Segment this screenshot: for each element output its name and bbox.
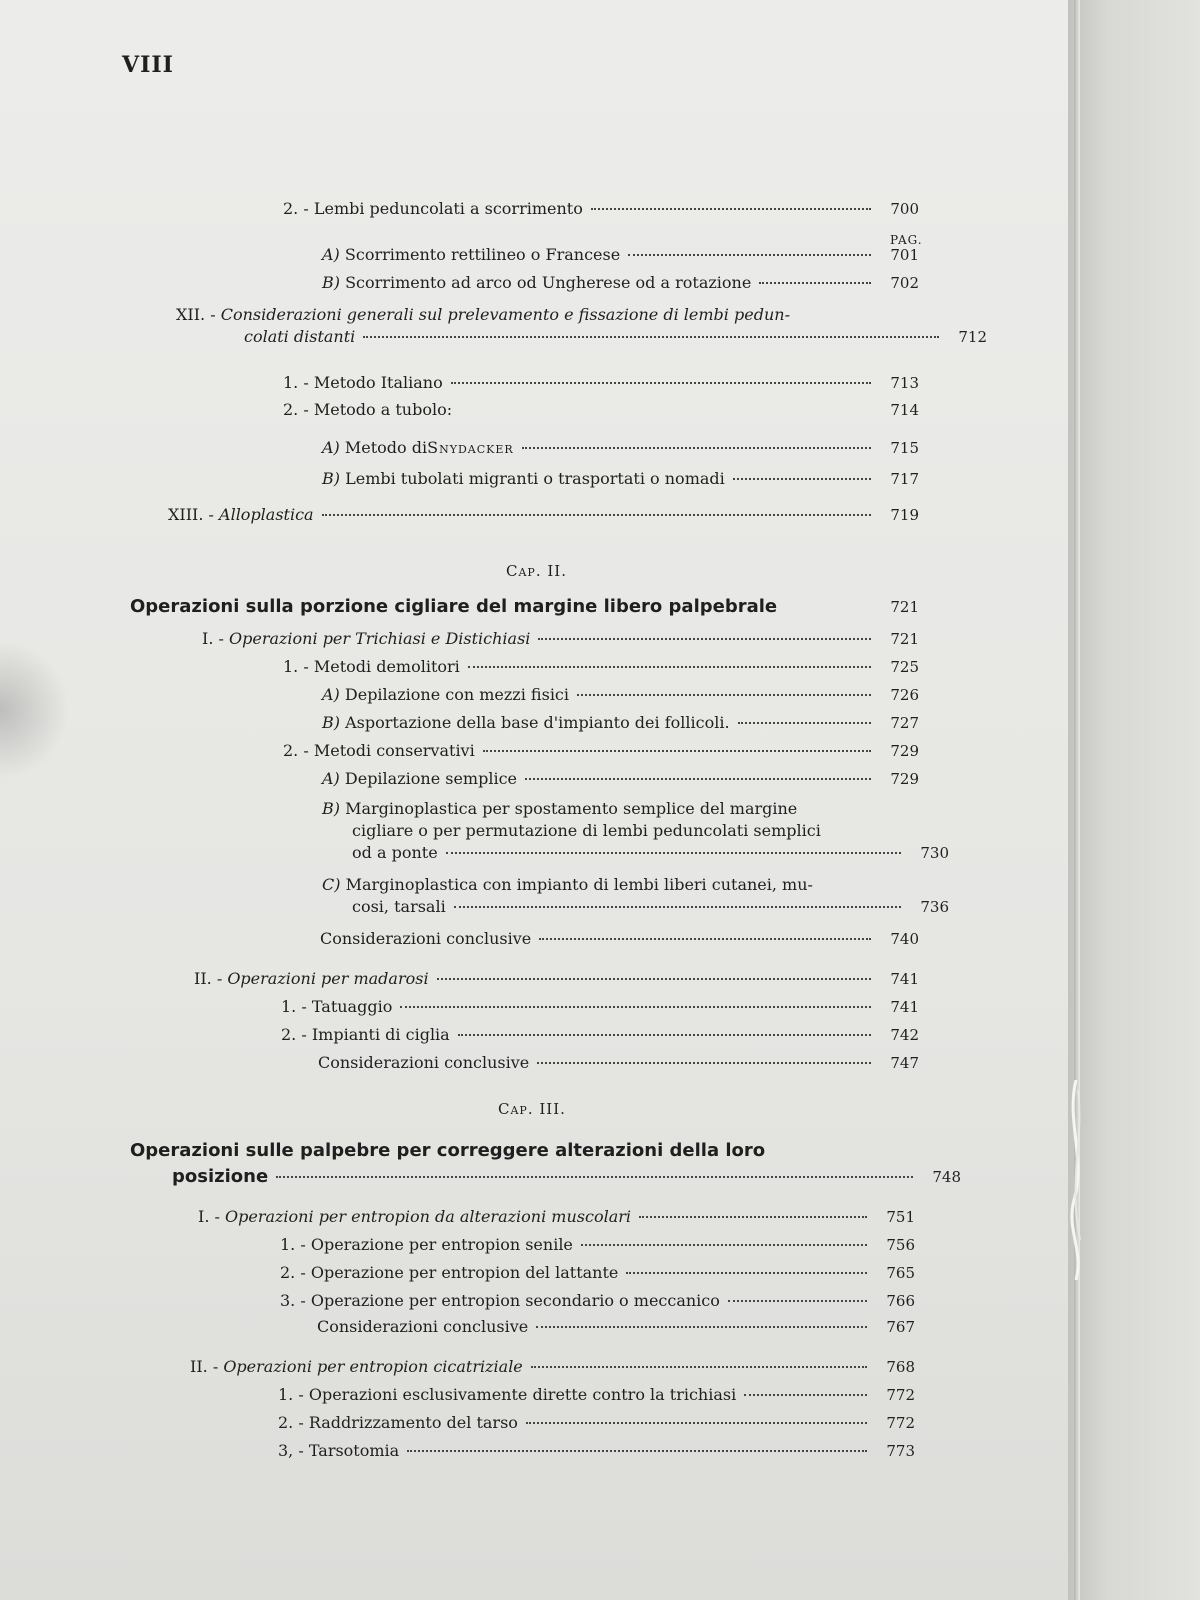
toc-entry: 2. - Lembi peduncolati a scorrimento 700: [283, 199, 919, 218]
toc-entry: 1. - Operazione per entropion senile 756: [280, 1235, 915, 1254]
toc-entry: Considerazioni conclusive 747: [318, 1053, 919, 1072]
toc-entry: A) Depilazione con mezzi fisici 726: [322, 685, 919, 704]
toc-entry: B) Asportazione della base d'impianto dei follicoli. 727: [322, 713, 919, 732]
toc-entry: A) Metodo di Snydacker 715: [322, 438, 919, 457]
toc-entry: 1. - Operazioni esclusivamente dirette contro la trichiasi 772: [278, 1385, 915, 1404]
book-spine: [1074, 0, 1080, 1600]
chapter-label: Cap. III.: [498, 1100, 566, 1118]
binding-thread: [1062, 1080, 1092, 1280]
chapter-heading: Operazioni sulla porzione cigliare del margine libero palpebrale 721: [130, 596, 919, 617]
toc-entry: 2. - Metodi conservativi 729: [283, 741, 919, 760]
toc-entry: 3. - Operazione per entropion secondario o meccanico 766: [280, 1291, 915, 1310]
toc-entry: 3, - Tarsotomia 773: [278, 1441, 915, 1460]
toc-entry: I. - Operazioni per Trichiasi e Distichiasi 721: [202, 629, 919, 648]
toc-entry: 2. - Metodo a tubolo: 714: [283, 400, 919, 419]
toc-entry: 2. - Raddrizzamento del tarso 772: [278, 1413, 915, 1432]
toc-entry: II. - Operazioni per entropion cicatriziale 768: [190, 1357, 915, 1376]
toc-entry: B) Lembi tubolati migranti o trasportati o nomadi 717: [322, 469, 919, 488]
toc-entry: XII. - Considerazioni generali sul prelevamento e fissazione di lembi pedun- colati distanti 712: [176, 305, 987, 346]
toc-entry: Considerazioni conclusive 767: [317, 1317, 915, 1336]
toc-entry: B) Scorrimento ad arco od Ungherese od a rotazione 702: [322, 273, 919, 292]
chapter-heading: Operazioni sulle palpebre per correggere alterazioni della loro posizione 748: [130, 1140, 961, 1187]
toc-entry: B) Marginoplastica per spostamento semplice del margine cigliare o per permutazione di lembi peduncolati semplici od a ponte 730: [322, 799, 949, 862]
toc-entry: Considerazioni conclusive 740: [320, 929, 919, 948]
toc-entry: A) Scorrimento rettilineo o Francese 701: [322, 245, 919, 264]
toc-entry: II. - Operazioni per madarosi 741: [194, 969, 919, 988]
toc-entry: 1. - Metodo Italiano 713: [283, 373, 919, 392]
page-number: VIII: [122, 52, 174, 78]
toc-entry: 1. - Tatuaggio 741: [281, 997, 919, 1016]
pag-column-label: PAG.: [890, 233, 923, 247]
chapter-label: Cap. II.: [506, 562, 567, 580]
toc-entry: 2. - Operazione per entropion del lattante 765: [280, 1263, 915, 1282]
toc-entry: A) Depilazione semplice 729: [322, 769, 919, 788]
toc-entry: C) Marginoplastica con impianto di lembi liberi cutanei, mu- cosi, tarsali 736: [322, 875, 949, 916]
toc-entry: 2. - Impianti di ciglia 742: [281, 1025, 919, 1044]
toc-entry: I. - Operazioni per entropion da alterazioni muscolari 751: [198, 1207, 915, 1226]
toc-entry: XIII. - Alloplastica 719: [168, 505, 919, 524]
toc-entry: 1. - Metodi demolitori 725: [283, 657, 919, 676]
back-page-edge: [1068, 0, 1200, 1600]
